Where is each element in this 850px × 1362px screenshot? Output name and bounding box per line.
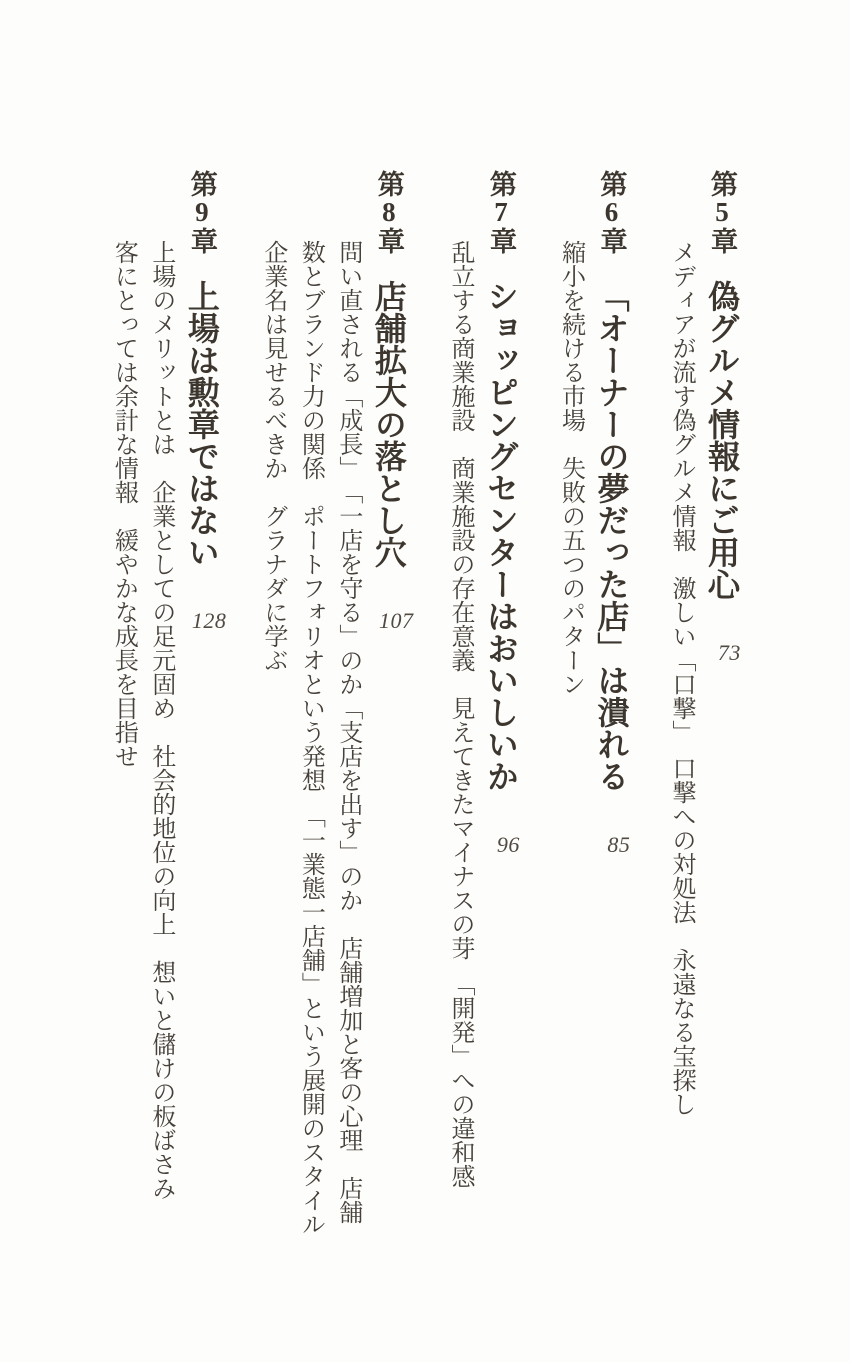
chapter-subtopics xyxy=(662,170,700,1236)
subtopic: 見えてきたマイナスの芽 xyxy=(447,696,473,960)
subtopic: 「開発」への違和感 xyxy=(447,984,473,1188)
subtopic: 失敗の五つのパターン xyxy=(557,456,584,696)
subtopic: 想いと儲けの板ばさみ xyxy=(147,960,174,1200)
subtopic: ポートフォリオという発想 xyxy=(297,504,324,792)
chapter-page-number: 85 xyxy=(607,832,631,857)
subtopic: 客にとっては余計な情報 xyxy=(110,240,137,504)
subtopic: 企業としての足元固め xyxy=(147,480,174,720)
chapter-label: 第5章 xyxy=(707,170,737,254)
subtopic: 「一業態一店舗」という展開のスタイル xyxy=(297,816,324,1236)
subtopic: 口撃への対処法 xyxy=(668,756,694,924)
chapter-subtopics xyxy=(104,170,179,1236)
subtopic: メディアが流す偽グルメ情報 xyxy=(668,240,694,552)
chapter-title: 「オーナーの夢だった店」は潰れる xyxy=(593,280,630,792)
chapter-page-number: 128 xyxy=(191,608,227,633)
chapter-title-line xyxy=(179,170,227,1236)
chapter-title: 上場は勲章ではない xyxy=(183,280,220,568)
subtopic: 企業名は見せるべきか xyxy=(259,240,286,480)
chapter-label: 第6章 xyxy=(596,170,627,254)
chapter-title-line xyxy=(589,170,635,1236)
subtopic: 激しい「口撃」 xyxy=(668,576,694,732)
subtopic: グラナダに学ぶ xyxy=(259,504,286,672)
subtopic: 上場のメリットとは xyxy=(147,240,174,456)
chapter-page-number: 73 xyxy=(717,640,741,665)
chapter-title-line xyxy=(478,170,524,1236)
subtopic: 縮小を続ける市場 xyxy=(557,240,584,432)
chapter-label: 第7章 xyxy=(486,170,516,254)
chapter-subtopics xyxy=(253,170,366,1236)
chapter-title-line xyxy=(366,170,414,1236)
chapter-label: 第8章 xyxy=(373,170,404,254)
chapter-page-number: 96 xyxy=(496,832,520,857)
chapter-title-line xyxy=(699,170,745,1236)
chapter-page-number: 107 xyxy=(379,608,414,633)
chapter-subtopics xyxy=(441,170,479,1236)
subtopic: 永遠なる宝探し xyxy=(668,948,694,1116)
subtopic: 問い直される「成長」 xyxy=(334,240,361,468)
chapter-subtopics xyxy=(551,170,589,1236)
subtopic: 「一店を守る」のか「支店を出す」のか xyxy=(334,492,361,912)
subtopic: 乱立する商業施設 xyxy=(447,240,473,432)
chapter-title: 店舗拡大の落とし穴 xyxy=(370,280,407,568)
chapter-title: 偽グルメ情報にご用心 xyxy=(704,280,740,600)
subtopic: 店舗増加と客の心理 xyxy=(334,936,361,1152)
subtopic: 店舗数とブランド力の関係 xyxy=(297,240,361,1224)
subtopic: 緩やかな成長を目指せ xyxy=(110,528,137,768)
subtopic: 社会的地位の向上 xyxy=(147,744,174,936)
chapter-entry-5 xyxy=(662,170,746,1236)
chapter-entry-9 xyxy=(104,170,227,1236)
chapter-entry-6 xyxy=(551,170,635,1236)
chapter-title: ショッピングセンターはおいしいか xyxy=(483,280,519,792)
subtopic: 商業施設の存在意義 xyxy=(447,456,473,672)
chapter-entry-8 xyxy=(253,170,413,1236)
chapter-entry-7 xyxy=(441,170,525,1236)
chapter-label: 第9章 xyxy=(186,170,217,254)
